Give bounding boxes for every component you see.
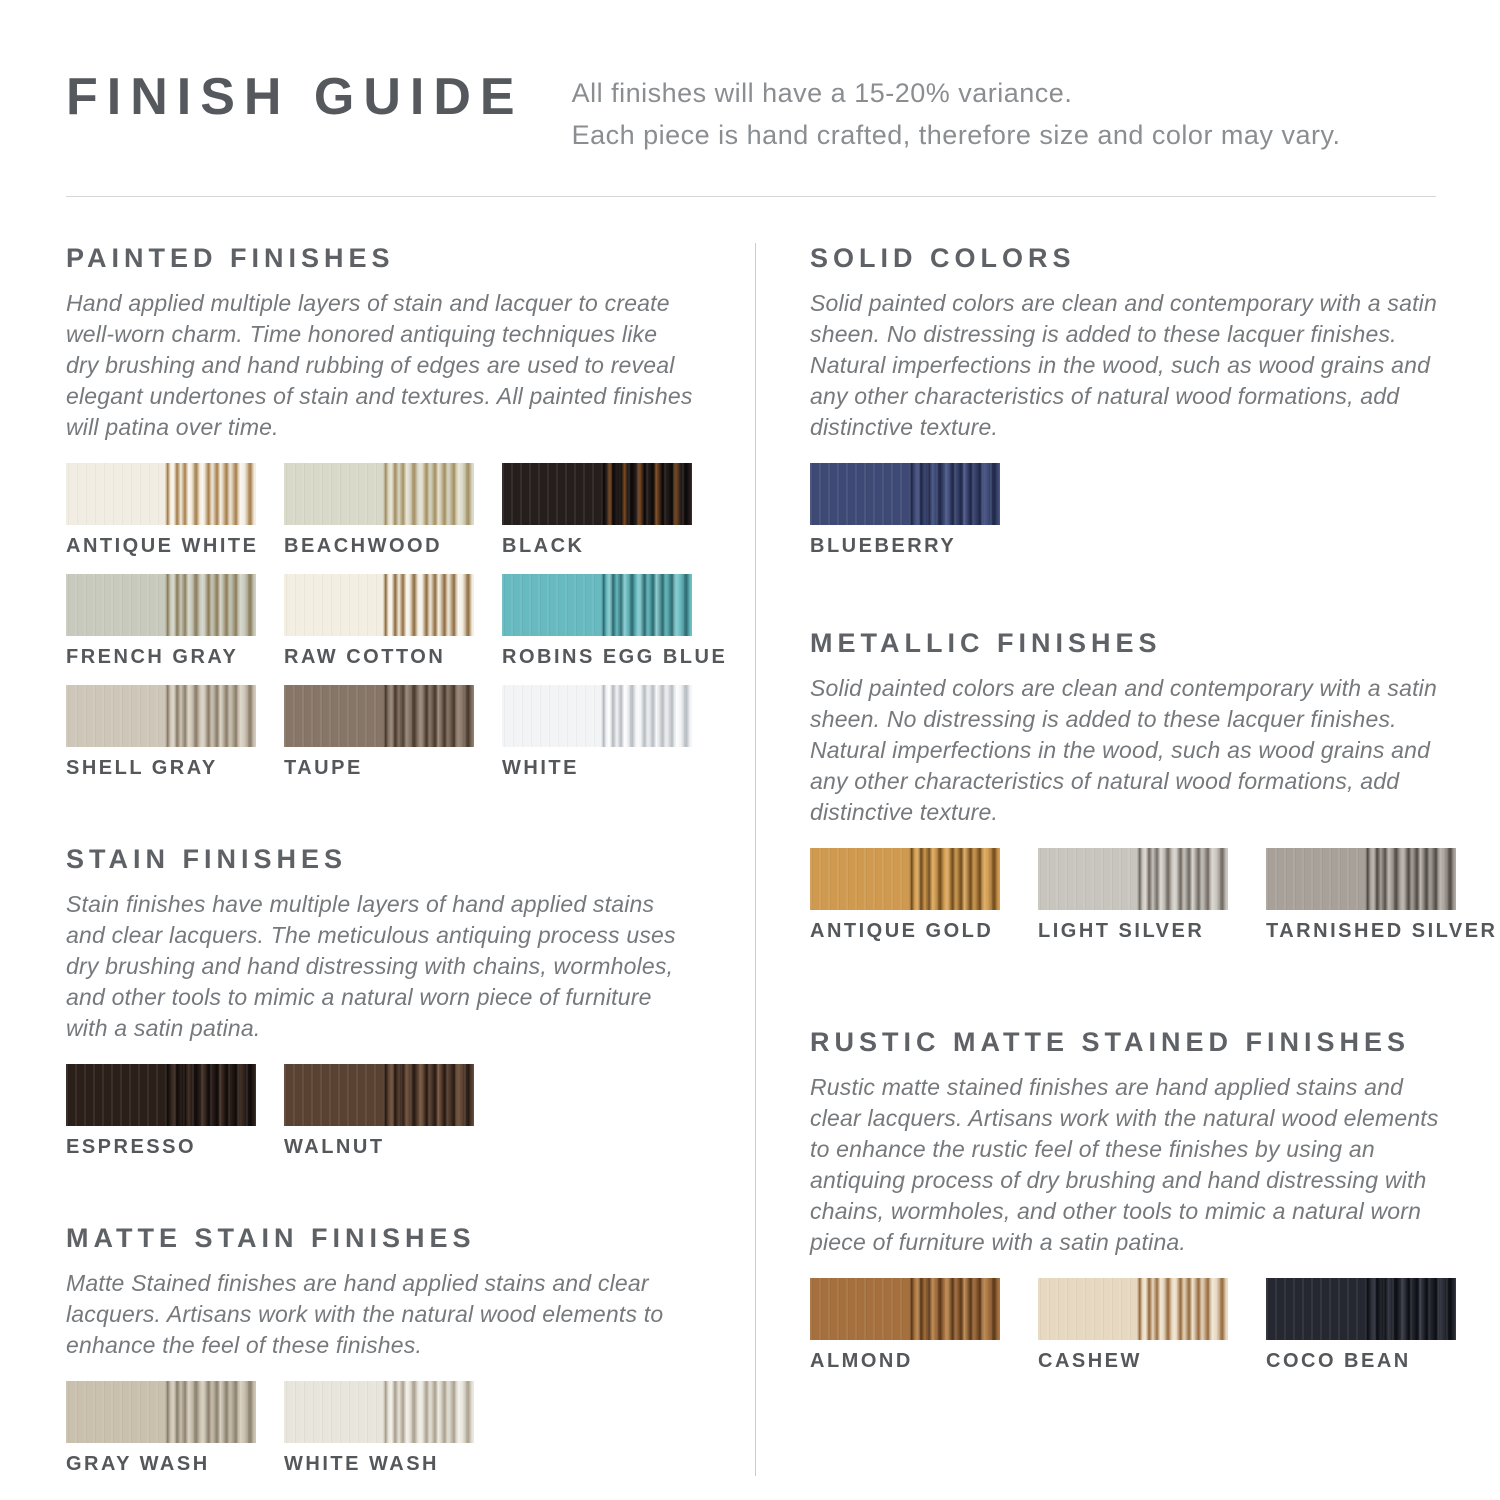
- swatch-label-light-silver: LIGHT SILVER: [1038, 920, 1205, 943]
- swatch-chip-tarnished-silver: [1266, 848, 1456, 910]
- swatch-chip-white-wash: [284, 1381, 474, 1443]
- content-columns: [66, 243, 1498, 1476]
- header-divider: [66, 196, 1436, 197]
- swatch-chip-raw-cotton: [284, 574, 474, 636]
- swatch-shell-gray: [66, 685, 256, 780]
- swatch-chip-almond: [810, 1278, 1000, 1340]
- swatch-label-shell-gray: SHELL GRAY: [66, 757, 218, 780]
- swatch-chip-coco-bean: [1266, 1278, 1456, 1340]
- right-column: [810, 243, 1498, 1476]
- swatch-chip-white: [502, 685, 692, 747]
- swatch-label-white-wash: WHITE WASH: [284, 1453, 439, 1476]
- swatch-chip-robins-egg-blue: [502, 574, 692, 636]
- metallic-finishes-swatch-grid: [810, 848, 1498, 943]
- swatch-chip-antique-gold: [810, 848, 1000, 910]
- rustic-matte-stained-finishes-heading: RUSTIC MATTE STAINED FINISHES: [810, 1027, 1411, 1058]
- metallic-finishes-heading: METALLIC FINISHES: [810, 628, 1162, 659]
- swatch-chip-black: [502, 463, 692, 525]
- rustic-matte-stained-finishes-description: Rustic matte stained finishes are hand applied stains and clear lacquers. Artisans work with the natural wood elements to enhance the rustic feel of these finishes by using an antiquing process of dry brushing and hand distressing with chains, wormholes, and other tools to mimic a natural worn piece of furniture with a satin patina.: [810, 1074, 1439, 1256]
- swatch-label-french-gray: FRENCH GRAY: [66, 646, 239, 669]
- swatch-espresso: [66, 1064, 256, 1159]
- section-painted-finishes: [66, 243, 728, 780]
- swatch-label-blueberry: BLUEBERRY: [810, 535, 957, 558]
- swatch-beachwood: [284, 463, 474, 558]
- stain-finishes-swatch-grid: [66, 1064, 696, 1159]
- swatch-gray-wash: [66, 1381, 256, 1476]
- column-divider: [755, 243, 756, 1476]
- section-matte-stain-finishes: [66, 1223, 696, 1476]
- page-title: FINISH GUIDE: [66, 68, 524, 126]
- swatch-label-walnut: WALNUT: [284, 1136, 385, 1159]
- matte-stain-finishes-heading: MATTE STAIN FINISHES: [66, 1223, 476, 1254]
- swatch-antique-white: [66, 463, 259, 558]
- swatch-label-coco-bean: COCO BEAN: [1266, 1350, 1411, 1373]
- swatch-white-wash: [284, 1381, 474, 1476]
- painted-finishes-description: Hand applied multiple layers of stain and lacquer to create well-worn charm. Time honored antiquing techniques like dry brushing and hand rubbing of edges are used to reveal elegant undertones of stain and textures. All painted finishes will patina over time.: [66, 290, 693, 441]
- left-column: [66, 243, 728, 1476]
- swatch-almond: [810, 1278, 1000, 1373]
- header: [66, 70, 1436, 156]
- swatch-chip-walnut: [284, 1064, 474, 1126]
- swatch-light-silver: [1038, 848, 1228, 943]
- painted-finishes-swatch-grid: [66, 463, 728, 780]
- section-solid-colors: [810, 243, 1458, 558]
- swatch-chip-beachwood: [284, 463, 474, 525]
- header-subtitle: [572, 70, 1341, 156]
- swatch-antique-gold: [810, 848, 1000, 943]
- section-stain-finishes: [66, 844, 696, 1159]
- swatch-label-beachwood: BEACHWOOD: [284, 535, 443, 558]
- swatch-chip-gray-wash: [66, 1381, 256, 1443]
- swatch-label-robins-egg-blue: ROBINS EGG BLUE: [502, 646, 728, 669]
- matte-stain-finishes-swatch-grid: [66, 1381, 696, 1476]
- swatch-label-tarnished-silver: TARNISHED SILVER: [1266, 920, 1498, 943]
- painted-finishes-heading: PAINTED FINISHES: [66, 243, 395, 273]
- swatch-coco-bean: [1266, 1278, 1456, 1373]
- swatch-black: [502, 463, 692, 558]
- subtitle-line-1: All finishes will have a 15-20% variance.: [571, 78, 1073, 108]
- subtitle-line-2: Each piece is hand crafted, therefore size and color may vary.: [571, 120, 1341, 150]
- swatch-cashew: [1038, 1278, 1228, 1373]
- swatch-blueberry: [810, 463, 1000, 558]
- swatch-white: [502, 685, 692, 780]
- swatch-label-gray-wash: GRAY WASH: [66, 1453, 210, 1476]
- swatch-label-black: BLACK: [502, 535, 585, 558]
- swatch-label-raw-cotton: RAW COTTON: [284, 646, 446, 669]
- swatch-chip-antique-white: [66, 463, 256, 525]
- swatch-label-cashew: CASHEW: [1038, 1350, 1142, 1373]
- swatch-label-white: WHITE: [502, 757, 579, 780]
- swatch-label-antique-white: ANTIQUE WHITE: [66, 535, 259, 558]
- swatch-label-antique-gold: ANTIQUE GOLD: [810, 920, 994, 943]
- rustic-matte-stained-finishes-swatch-grid: [810, 1278, 1458, 1373]
- swatch-taupe: [284, 685, 474, 780]
- stain-finishes-heading: STAIN FINISHES: [66, 844, 348, 875]
- metallic-finishes-description: Solid painted colors are clean and contemporary with a satin sheen. No distressing is added to these lacquer finishes. Natural imperfections in the wood, such as wood grains and any other characteristics of natural wood formations, add distinctive texture.: [810, 675, 1437, 826]
- matte-stain-finishes-description: Matte Stained finishes are hand applied stains and clear lacquers. Artisans work with the natural wood elements to enhance the feel of these finishes.: [66, 1270, 664, 1359]
- swatch-chip-cashew: [1038, 1278, 1228, 1340]
- swatch-raw-cotton: [284, 574, 474, 669]
- swatch-chip-shell-gray: [66, 685, 256, 747]
- solid-colors-description: Solid painted colors are clean and contemporary with a satin sheen. No distressing is added to these lacquer finishes. Natural imperfections in the wood, such as wood grains and any other characteristics of natural wood formations, add distinctive texture.: [810, 290, 1437, 441]
- swatch-french-gray: [66, 574, 256, 669]
- swatch-chip-taupe: [284, 685, 474, 747]
- swatch-robins-egg-blue: [502, 574, 728, 669]
- stain-finishes-description: Stain finishes have multiple layers of hand applied stains and clear lacquers. The meticulous antiquing process uses dry brushing and hand distressing with chains, wormholes, and other tools to mimic a natural worn piece of furniture with a satin patina.: [66, 891, 676, 1042]
- solid-colors-heading: SOLID COLORS: [810, 243, 1076, 273]
- section-rustic-matte-stained-finishes: [810, 1027, 1458, 1373]
- swatch-label-taupe: TAUPE: [284, 757, 363, 780]
- swatch-label-espresso: ESPRESSO: [66, 1136, 197, 1159]
- swatch-chip-espresso: [66, 1064, 256, 1126]
- swatch-label-almond: ALMOND: [810, 1350, 913, 1373]
- swatch-walnut: [284, 1064, 474, 1159]
- solid-colors-swatch-grid: [810, 463, 1458, 558]
- section-metallic-finishes: [810, 628, 1498, 943]
- swatch-chip-light-silver: [1038, 848, 1228, 910]
- swatch-tarnished-silver: [1266, 848, 1498, 943]
- swatch-chip-french-gray: [66, 574, 256, 636]
- swatch-chip-blueberry: [810, 463, 1000, 525]
